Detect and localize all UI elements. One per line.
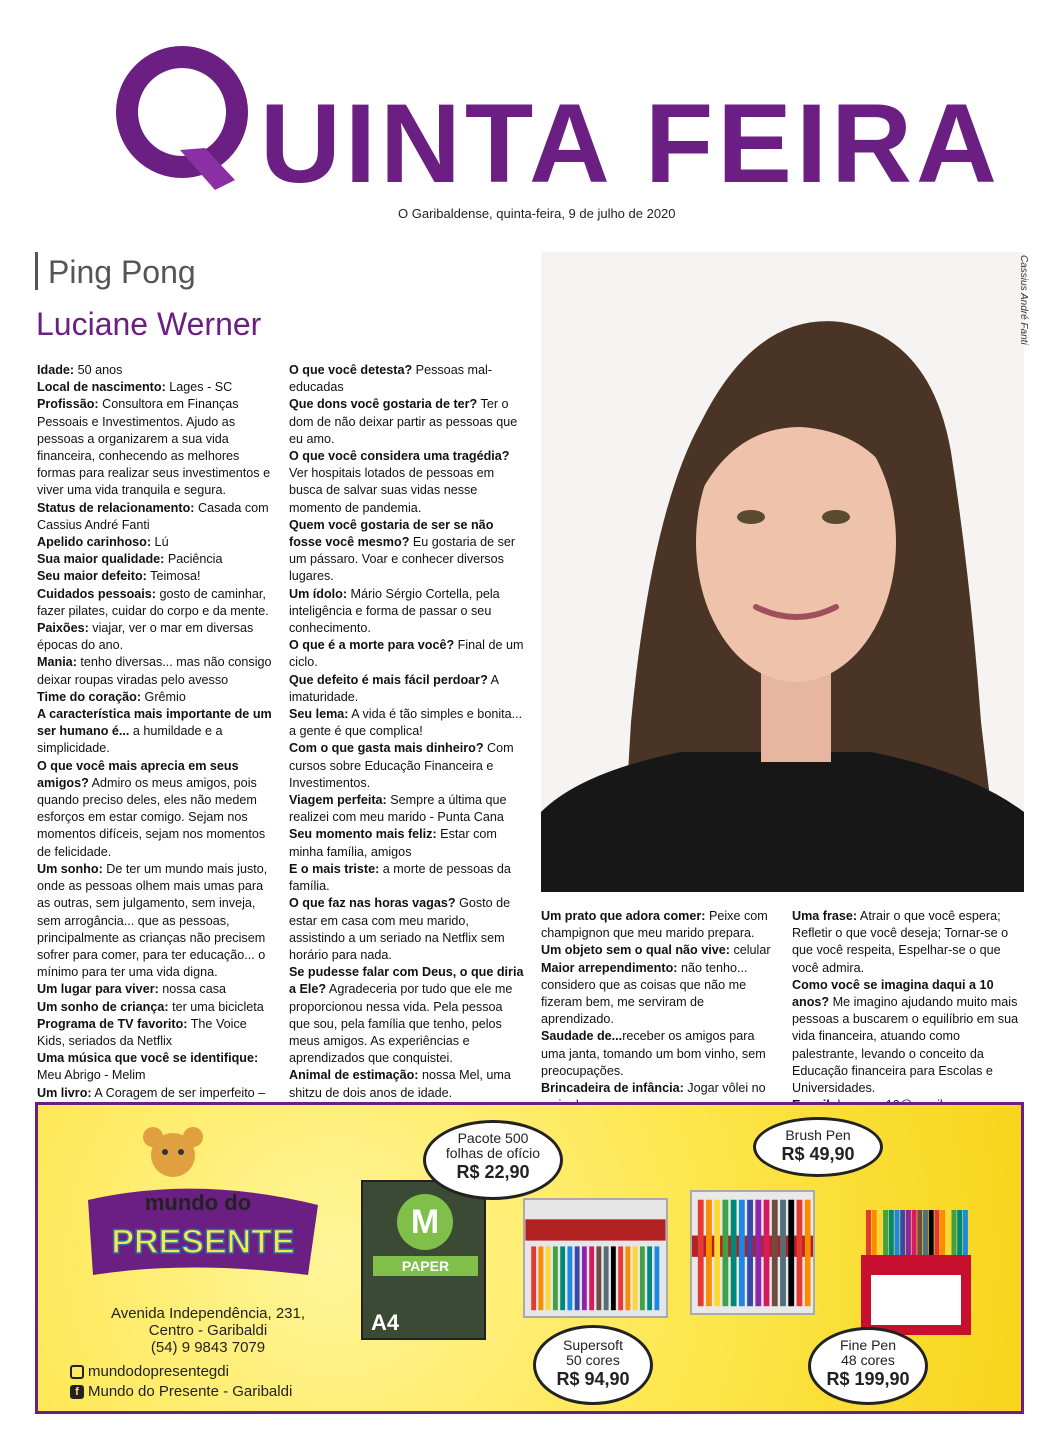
pen-decoration: [739, 1200, 745, 1306]
pen-decoration: [747, 1200, 753, 1306]
pen-decoration: [589, 1246, 594, 1310]
pen-decoration: [946, 1210, 951, 1260]
pen-decoration: [625, 1246, 630, 1310]
qa-item: Cuidados pessoais: gosto de caminhar, fazer pilates, cuidar do corpo e da mente.: [37, 586, 269, 618]
pen-decoration: [929, 1210, 934, 1260]
pen-decoration: [647, 1246, 652, 1310]
pen-decoration: [538, 1246, 543, 1310]
price-bubble-supersoft: Supersoft 50 cores R$ 94,90: [533, 1325, 653, 1405]
qa-item: Um sonho de criança: ter uma bicicleta: [37, 999, 264, 1014]
dateline: O Garibaldense, quinta-feira, 9 de julho de 2020: [398, 206, 676, 221]
qa-item: Sua maior qualidade: Paciência: [37, 552, 223, 567]
qa-item: Time do coração: Grêmio: [37, 689, 186, 704]
pen-decoration: [567, 1246, 572, 1310]
pen-decoration: [654, 1246, 659, 1310]
paper-brand: PAPER: [373, 1256, 478, 1276]
qa-item: Saudade de...receber os amigos para uma janta, tomando um bom vinho, sem preocupações.: [541, 1029, 766, 1078]
qa-item: Animal de estimação: nossa Mel, uma shitzu de dois anos de idade.: [289, 1068, 511, 1100]
qa-item: Um prato que adora comer: Peixe com champignon que meu marido prepara.: [541, 909, 768, 941]
pen-decoration: [805, 1200, 811, 1306]
qa-item: Como você se imagina daqui a 10 anos? Me imagino ajudando muito mais pessoas a buscarem o equilíbrio em sua vida financeira, atuando como palestrante, levando o conceito da Educação financeira para Escolas e Universidades.: [792, 977, 1019, 1096]
store-logo: [68, 1125, 338, 1285]
pen-decoration: [618, 1246, 623, 1310]
store-advertisement: [35, 1102, 1024, 1414]
pen-decoration: [531, 1246, 536, 1310]
pen-decoration: [866, 1210, 871, 1260]
qa-item: O que faz nas horas vagas? Gosto de estar em casa com meu marido, assistindo a um seriado na Netflix sem horário para nada.: [289, 896, 511, 962]
qa-item: O que é a morte para você? Final de um ciclo.: [289, 638, 524, 670]
q-logo-icon: [110, 40, 260, 190]
qa-item: Que defeito é mais fácil perdoar? A imaturidade.: [289, 672, 499, 704]
pen-decoration: [582, 1246, 587, 1310]
qa-item: O que você detesta? Pessoas mal-educadas: [289, 363, 492, 395]
qa-item: Status de relacionamento: Casada com Cassius André Fanti: [37, 500, 269, 532]
qa-item: Viagem perfeita: Sempre a última que realizei com meu marido - Punta Cana: [289, 793, 507, 825]
pen-decoration: [889, 1210, 894, 1260]
qa-item: Paixões: viajar, ver o mar em diversas épocas do ano.: [37, 621, 254, 653]
qa-item: Idade: 50 anos: [37, 363, 123, 377]
qa-item: Um objeto sem o qual não vive: celular: [541, 943, 771, 958]
brush-pens-product: [690, 1190, 815, 1315]
qa-item: O que você considera uma tragédia? Ver hospitais lotados de pessoas em busca de salvar suas vidas nesse momento de pandemia.: [289, 449, 510, 515]
qa-item: Um ídolo: Mário Sérgio Cortella, pela inteligência e forma de passar o seu conhecimento.: [289, 586, 500, 636]
interview-column-2: [289, 362, 524, 1136]
pen-decoration: [923, 1210, 928, 1260]
svg-text:mundo do: mundo do: [144, 1190, 252, 1215]
mega-logo: M: [397, 1194, 453, 1250]
qa-item: Que dons você gostaria de ter? Ter o dom de não deixar partir as pessoas que eu amo.: [289, 397, 518, 446]
pen-decoration: [714, 1200, 720, 1306]
pen-decoration: [952, 1210, 957, 1260]
qa-item: Maior arrependimento: não tenho... considero que as coisas que não me fizeram bem, me serviram de aprendizado.: [541, 960, 748, 1027]
pen-decoration: [731, 1200, 737, 1306]
qa-item: Seu momento mais feliz: Estar com minha família, amigos: [289, 827, 497, 859]
facebook-icon: f: [70, 1385, 84, 1399]
qa-item: Com o que gasta mais dinheiro? Com cursos sobre Educação Financeira e Investimentos.: [289, 741, 514, 790]
fine-pens-product: [856, 1205, 976, 1335]
price-bubble-brush-pen: Brush Pen R$ 49,90: [753, 1117, 883, 1177]
phone-number: (54) 9 9843 7079: [150, 1339, 266, 1356]
pen-decoration: [706, 1200, 712, 1306]
portrait-photo: [541, 252, 1024, 892]
pen-decoration: [772, 1200, 778, 1306]
qa-item: Um livro: A Coragem de ser imperfeito –: [37, 1085, 266, 1100]
paper-size: A4: [371, 1310, 400, 1335]
pen-decoration: [912, 1210, 917, 1260]
facebook-handle: f Mundo do Presente - Garibaldi: [70, 1383, 292, 1400]
pen-decoration: [546, 1246, 551, 1310]
interview-column-3: [541, 908, 773, 1114]
qa-item: O que você mais aprecia em seus amigos? Admiro os meus amigos, pois quando preciso deles, eles não medem esforços em estar comigo. Sejam nos momentos difíceis, sejam nos momentos de felicidade.: [37, 758, 266, 859]
pen-decoration: [640, 1246, 645, 1310]
qa-item: Profissão: Consultora em Finanças Pessoais e Investimentos. Ajudo as pessoas a organizarem a sua vida financeira, conhecendo as melhores formas para realizar seus investimentos e viver uma vida tranquila e segura.: [37, 397, 271, 498]
pen-decoration: [553, 1246, 558, 1310]
pen-decoration: [755, 1200, 761, 1306]
pen-decoration: [940, 1210, 945, 1260]
qa-item: Seu maior defeito: Teimosa!: [37, 569, 201, 584]
qa-item: Local de nascimento: Lages - SC: [37, 380, 233, 395]
interview-column-4: [792, 908, 1024, 1114]
qa-item: Programa de TV favorito: The Voice Kids, seriados da Netflix: [37, 1016, 247, 1048]
paper-pack-product: [361, 1180, 486, 1340]
pen-decoration: [872, 1210, 877, 1260]
pen-decoration: [596, 1246, 601, 1310]
pen-decoration: [764, 1200, 770, 1306]
pen-decoration: [604, 1246, 609, 1310]
pen-decoration: [900, 1210, 905, 1260]
masthead-title: UINTA FEIRA: [260, 81, 1001, 206]
pen-decoration: [963, 1210, 968, 1260]
instagram-handle: mundodopresentegdi: [70, 1363, 229, 1380]
section-title: Ping Pong: [48, 254, 196, 290]
qa-item: Uma música que você se identifique: Meu Abrigo - Melim: [37, 1051, 259, 1083]
store-address: Avenida Independência, 231, Centro - Garibaldi (54) 9 9843 7079: [78, 1305, 338, 1356]
qa-item: Apelido carinhoso: Lú: [37, 535, 169, 550]
qa-item: A característica mais importante de um ser humano é... a humildade e a simplicidade.: [37, 707, 272, 756]
pen-decoration: [611, 1246, 616, 1310]
pen-decoration: [788, 1200, 794, 1306]
masthead: [110, 40, 1001, 215]
price-bubble-fine-pen: Fine Pen 48 cores R$ 199,90: [808, 1327, 928, 1405]
price-bubble-paper: Pacote 500 folhas de ofício R$ 22,90: [423, 1120, 563, 1200]
section-divider: [35, 252, 38, 290]
svg-text:PRESENTE: PRESENTE: [111, 1223, 295, 1261]
pen-decoration: [957, 1210, 962, 1260]
interview-column-1: [37, 362, 273, 1119]
pen-decoration: [883, 1210, 888, 1260]
pen-decoration: [780, 1200, 786, 1306]
interviewee-name: Luciane Werner: [36, 306, 262, 342]
pen-decoration: [917, 1210, 922, 1260]
pen-decoration: [934, 1210, 939, 1260]
qa-item: Brincadeira de infância: Jogar vôlei no: [541, 1081, 766, 1096]
instagram-icon: [70, 1365, 84, 1379]
pen-decoration: [895, 1210, 900, 1260]
pen-decoration: [906, 1210, 911, 1260]
photo-credit: Cassius André Fanti: [1018, 255, 1029, 345]
supersoft-pens-product: [523, 1198, 668, 1318]
qa-item: Um sonho: De ter um mundo mais justo, onde as pessoas olhem mais umas para as outras, sem julgamento, sem inveja, sem arrogância... que as pessoas, principalmente as crianças não precisem sofrer para comer, para ter educação... o mínimo para ter uma vida digna.: [37, 861, 268, 980]
pen-decoration: [877, 1210, 882, 1260]
pen-decoration: [560, 1246, 565, 1310]
qa-item: Uma frase: Atrair o que você espera; Refletir o que você deseja; Tornar-se o que você respeita, Espelhar-se o que você admira.: [792, 909, 1009, 975]
pen-decoration: [633, 1246, 638, 1310]
qa-item: Seu lema: A vida é tão simples e bonita... a gente é que complica!: [289, 707, 523, 739]
qa-item: E o mais triste: a morte de pessoas da família.: [289, 861, 511, 894]
pen-decoration: [722, 1200, 728, 1306]
qa-item: Se pudesse falar com Deus, o que diria a Ele? Agradeceria por tudo que ele me proporcionou nessa vida. Pela pessoa que sou, pela família que tenho, pelos meus amigos. As experiências e aprendizados que conquistei.: [289, 965, 524, 1066]
pen-decoration: [797, 1200, 803, 1306]
qa-item: Quem você gostaria de ser se não fosse você mesmo? Eu gostaria de ser um pássaro. Voar e conhecer diversos lugares.: [289, 517, 516, 584]
qa-item: Um lugar para viver: nossa casa: [37, 982, 227, 997]
qa-item: Mania: tenho diversas... mas não consigo deixar roupas viradas pelo avesso: [37, 655, 272, 687]
pen-decoration: [575, 1246, 580, 1310]
pen-decoration: [698, 1200, 704, 1306]
